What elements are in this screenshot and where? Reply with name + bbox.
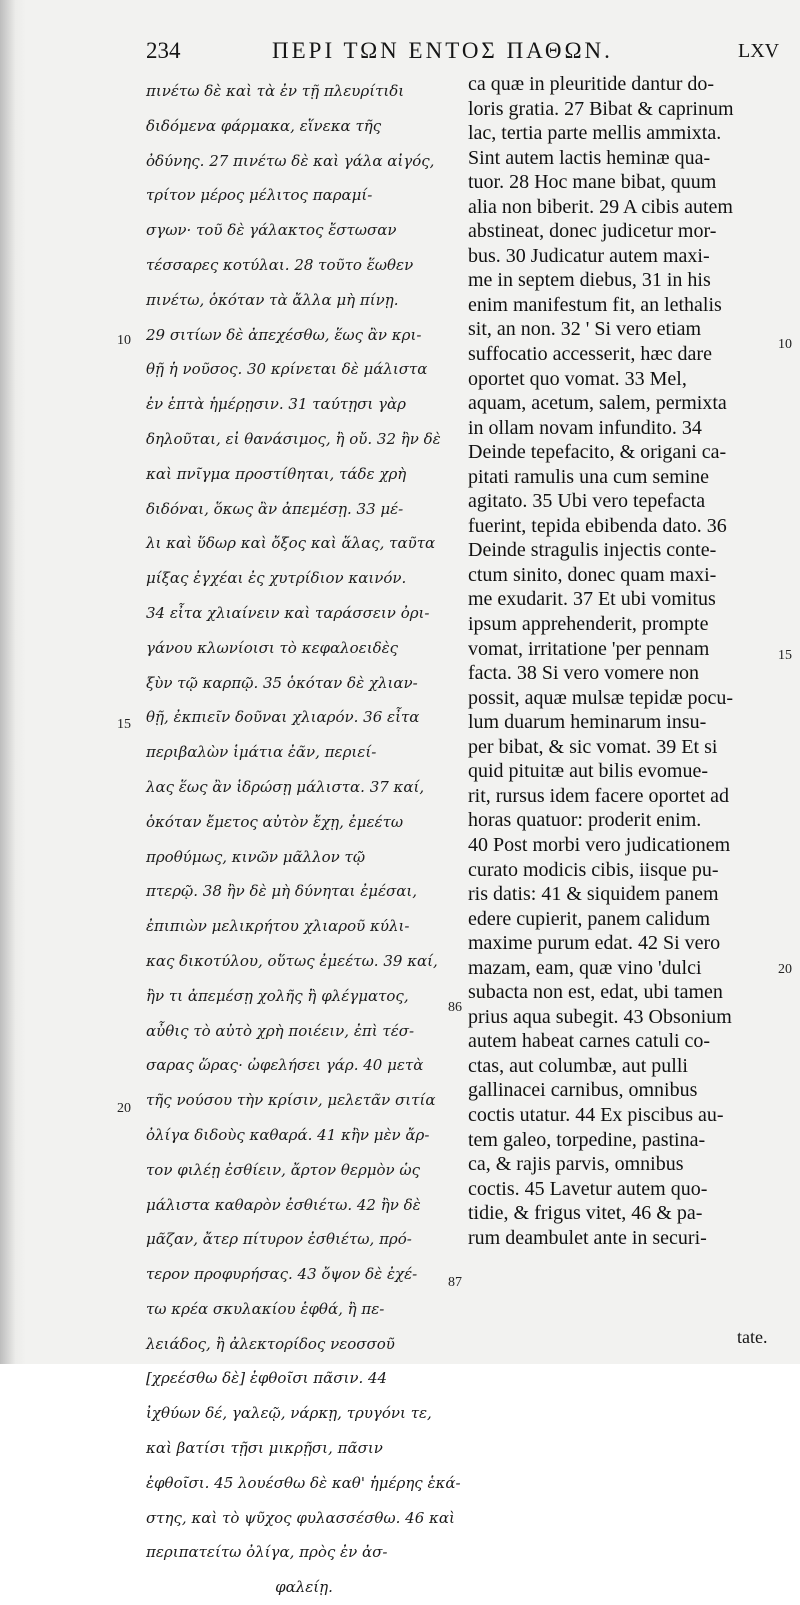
greek-text-line: καὶ πνῖγμα προστίθηται, τάδε χρὴ: [146, 464, 407, 483]
greek-text-line: 29 σιτίων δὲ ἀπεχέσθω, ἕως ἂν κρι-: [146, 325, 422, 344]
latin-text-line: ca quæ in pleuritide dantur do-: [468, 73, 715, 95]
left-margin-line-number: 15: [117, 717, 131, 732]
latin-text-line: quid pituitæ aut bilis evomue-: [468, 760, 708, 783]
greek-text-line: περιπατείτω ὀλίγα, πρὸς ἐν ἀσ-: [146, 1543, 388, 1562]
latin-text-line: prius aqua subegit. 43 Obsonium: [468, 1005, 732, 1028]
greek-text-line: περιβαλὼν ἱμάτια ἐᾶν, περιεί-: [146, 743, 377, 762]
latin-text-line: rit, rursus idem facere oportet ad: [468, 784, 730, 807]
page-number: 234: [146, 38, 181, 63]
greek-text-line: προθύμως, κινῶν μᾶλλον τῷ: [146, 847, 366, 866]
latin-text-line: pitati ramulis una cum semine: [468, 465, 710, 488]
greek-text-line: [χρεέσθω δὲ] ἑφθοῖσι πᾶσιν. 44: [146, 1369, 388, 1388]
greek-text-line: ὁκόταν ἔμετος αὐτὸν ἔχῃ, ἐμεέτω: [146, 812, 404, 831]
greek-text-line: ξὺν τῷ καρπῷ. 35 ὁκόταν δὲ χλιαν-: [146, 673, 418, 692]
greek-text-line: πινέτω, ὁκόταν τὰ ἄλλα μὴ πίνῃ.: [146, 290, 399, 309]
greek-text-line: τερον προφυρήσας. 43 ὄψον δὲ ἐχέ-: [146, 1265, 418, 1284]
greek-text-line: τῆς νούσου τὴν κρίσιν, μελετᾶν σιτία: [146, 1091, 436, 1110]
left-margin-line-number: 20: [117, 1101, 131, 1116]
latin-text-line: edere cupierit, panem calidum: [468, 907, 711, 930]
latin-text-line: me in septem diebus, 31 in his: [468, 269, 711, 292]
latin-text-line: gallinacei carnibus, omnibus: [468, 1079, 698, 1102]
latin-text-line: rum deambulet ante in securi-: [468, 1226, 707, 1249]
greek-text-line: θῇ ἡ νοῦσος. 30 κρίνεται δὲ μάλιστα: [146, 360, 428, 379]
middle-margin-number: 86: [448, 1000, 462, 1015]
middle-margin-number: 87: [448, 1275, 462, 1290]
latin-text-line: subacta non est, edat, ubi tamen: [468, 981, 723, 1004]
gutter-shadow: [0, 0, 26, 1364]
latin-text-line: ctas, aut columbæ, aut pulli: [468, 1054, 688, 1077]
greek-text-line: ἰχθύων δέ, γαλεῷ, νάρκῃ, τρυγόνι τε,: [146, 1404, 432, 1423]
latin-text-line: sit, an non. 32 ' Si vero etiam: [468, 318, 702, 341]
latin-text-line: maxime purum edat. 42 Si vero: [468, 932, 721, 955]
latin-text-column: [468, 72, 768, 1250]
latin-text-line: suffocatio accesserit, hæc dare: [468, 343, 712, 366]
right-margin-line-number: 20: [778, 962, 792, 977]
greek-text-line: τέσσαρες κοτύλαι. 28 τοῦτο ἕωθεν: [146, 255, 414, 274]
greek-text-line: λειάδος, ἢ ἀλεκτορίδος νεοσσοῦ: [146, 1334, 395, 1353]
greek-text-line: τω κρέα σκυλακίου ἑφθά, ἢ πε-: [146, 1299, 385, 1318]
running-head: ΠΕΡΙ ΤΩΝ ΕΝΤΟΣ ΠΑΘΩΝ.: [272, 38, 613, 63]
greek-text-line: λι καὶ ὕδωρ καὶ ὄξος καὶ ἅλας, ταῦτα: [146, 534, 436, 553]
page-header: [0, 38, 800, 72]
catchword: tate.: [737, 1327, 768, 1347]
latin-text-line: lac, tertia parte mellis ammixta.: [468, 122, 722, 145]
greek-text-line: καὶ βατίσι τῇσι μικρῇσι, πᾶσιν: [146, 1439, 383, 1458]
latin-text-line: in ollam novam infundito. 34: [468, 416, 702, 439]
latin-text-line: tem galeo, torpedine, pastina-: [468, 1128, 706, 1151]
latin-text-line: lum duarum heminarum insu-: [468, 711, 707, 734]
latin-text-line: enim manifestum fit, an lethalis: [468, 293, 722, 316]
latin-text-line: 40 Post morbi vero judicationem: [468, 833, 731, 856]
latin-text-line: vomat, irritatione 'per pennam: [468, 637, 710, 660]
latin-text-line: horas quatuor: proderit enim.: [468, 809, 702, 832]
latin-text-line: coctis. 45 Lavetur autem quo-: [468, 1177, 708, 1200]
greek-text-line: τον φιλέῃ ἐσθίειν, ἄρτον θερμὸν ὡς: [146, 1160, 421, 1179]
greek-text-line: μάλιστα καθαρὸν ἐσθιέτω. 42 ἢν δὲ: [146, 1195, 421, 1214]
greek-text-line: ὀλίγα διδοὺς καθαρά. 41 κἢν μὲν ἄρ-: [146, 1125, 430, 1144]
greek-text-line: διδόμενα φάρμακα, εἵνεκα τῆς: [146, 116, 382, 135]
latin-text-line: oportet quo vomat. 33 Mel,: [468, 367, 687, 390]
greek-text-column: [146, 74, 462, 1605]
latin-text-line: alia non biberit. 29 A cibis autem: [468, 195, 733, 218]
latin-text-line: Deinde stragulis injectis conte-: [468, 539, 717, 562]
latin-text-line: Deinde tepefacito, & origani ca-: [468, 441, 727, 464]
greek-text-line: κας δικοτύλου, οὕτως ἐμεέτω. 39 καί,: [146, 951, 438, 970]
latin-text-line: tuor. 28 Hoc mane bibat, quum: [468, 171, 717, 194]
latin-text-line: curato modicis cibis, iisque pu-: [468, 858, 719, 881]
greek-text-line: λας ἕως ἂν ἱδρώσῃ μάλιστα. 37 καί,: [146, 777, 425, 796]
greek-text-line: τρίτον μέρος μέλιτος παραμί-: [146, 186, 373, 205]
greek-text-line: φαλείῃ.: [275, 1578, 333, 1597]
latin-text-line: loris gratia. 27 Bibat & caprinum: [468, 97, 734, 120]
latin-text-line: Sint autem lactis heminæ qua-: [468, 146, 711, 169]
latin-text-line: mazam, eam, quæ vino 'dulci: [468, 956, 702, 979]
greek-text-line: δηλοῦται, εἰ θανάσιμος, ἢ οὔ. 32 ἢν δὲ: [146, 429, 441, 448]
right-margin-line-number: 15: [778, 648, 792, 663]
greek-text-line: 34 εἶτα χλιαίνειν καὶ ταράσσειν ὀρι-: [146, 603, 430, 622]
latin-text-line: autem habeat carnes catuli co-: [468, 1030, 711, 1053]
latin-text-line: ctum sinito, donec quam maxi-: [468, 563, 717, 586]
greek-text-line: σγων· τοῦ δὲ γάλακτος ἔστωσαν: [146, 221, 397, 240]
latin-text-line: possit, aquæ mulsæ tepidæ pocu-: [468, 686, 733, 709]
latin-text-line: bus. 30 Judicatur autem maxi-: [468, 244, 710, 267]
greek-text-line: μᾶζαν, ἄτερ πίτυρον ἐσθιέτω, πρό-: [146, 1230, 412, 1249]
latin-text-line: coctis utatur. 44 Ex piscibus au-: [468, 1103, 724, 1126]
greek-text-line: στης, καὶ τὸ ψῦχος φυλασσέσθω. 46 καὶ: [146, 1508, 455, 1527]
greek-text-line: μίξας ἐγχέαι ἐς χυτρίδιον καινόν.: [146, 569, 407, 588]
left-margin-line-number: 10: [117, 333, 131, 348]
greek-text-line: σαρας ὥρας· ὠφελήσει γάρ. 40 μετὰ: [146, 1056, 424, 1075]
latin-text-line: agitato. 35 Ubi vero tepefacta: [468, 490, 706, 513]
latin-text-line: abstineat, donec judicetur mor-: [468, 220, 717, 243]
greek-text-line: θῇ, ἐκπιεῖν δοῦναι χλιαρόν. 36 εἶτα: [146, 708, 420, 727]
latin-text-line: me exudarit. 37 Et ubi vomitus: [468, 588, 716, 611]
latin-text-line: ipsum apprehenderit, prompte: [468, 613, 709, 636]
latin-text-line: fuerint, tepida ebibenda dato. 36: [468, 514, 727, 537]
right-margin-line-number: 10: [778, 337, 792, 352]
greek-text-line: ἑφθοῖσι. 45 λουέσθω δὲ καθ' ἡμέρης ἑκά-: [146, 1473, 461, 1492]
greek-text-line: ἐπιπιὼν μελικρήτου χλιαροῦ κύλι-: [146, 917, 410, 936]
latin-text-line: ca, & rajis parvis, omnibus: [468, 1153, 684, 1176]
greek-text-line: ὀδύνης. 27 πινέτω δὲ καὶ γάλα αἰγός,: [146, 151, 435, 170]
greek-text-line: ἢν τι ἀπεμέσῃ χολῆς ἢ φλέγματος,: [146, 986, 409, 1005]
latin-text-line: facta. 38 Si vero vomere non: [468, 662, 700, 685]
greek-text-line: πινέτω δὲ καὶ τὰ ἐν τῇ πλευρίτιδι: [146, 82, 405, 100]
latin-text-line: aquam, acetum, salem, permixta: [468, 392, 727, 415]
latin-text-line: per bibat, & sic vomat. 39 Et si: [468, 735, 718, 758]
greek-text-line: πτερῷ. 38 ἢν δὲ μὴ δύνηται ἐμέσαι,: [146, 882, 418, 901]
greek-text-line: αὖθις τὸ αὐτὸ χρὴ ποιέειν, ἐπὶ τέσ-: [146, 1021, 415, 1040]
section-number: LXV: [738, 40, 780, 62]
latin-text-line: tidie, & frigus vitet, 46 & pa-: [468, 1202, 703, 1225]
latin-text-line: ris datis: 41 & siquidem panem: [468, 883, 719, 906]
greek-text-line: γάνου κλωνίοισι τὸ κεφαλοειδὲς: [146, 638, 399, 657]
greek-text-line: ἐν ἑπτὰ ἡμέρῃσιν. 31 ταύτῃσι γὰρ: [146, 395, 406, 414]
greek-text-line: διδόναι, ὅκως ἂν ἀπεμέσῃ. 33 μέ-: [146, 499, 404, 518]
